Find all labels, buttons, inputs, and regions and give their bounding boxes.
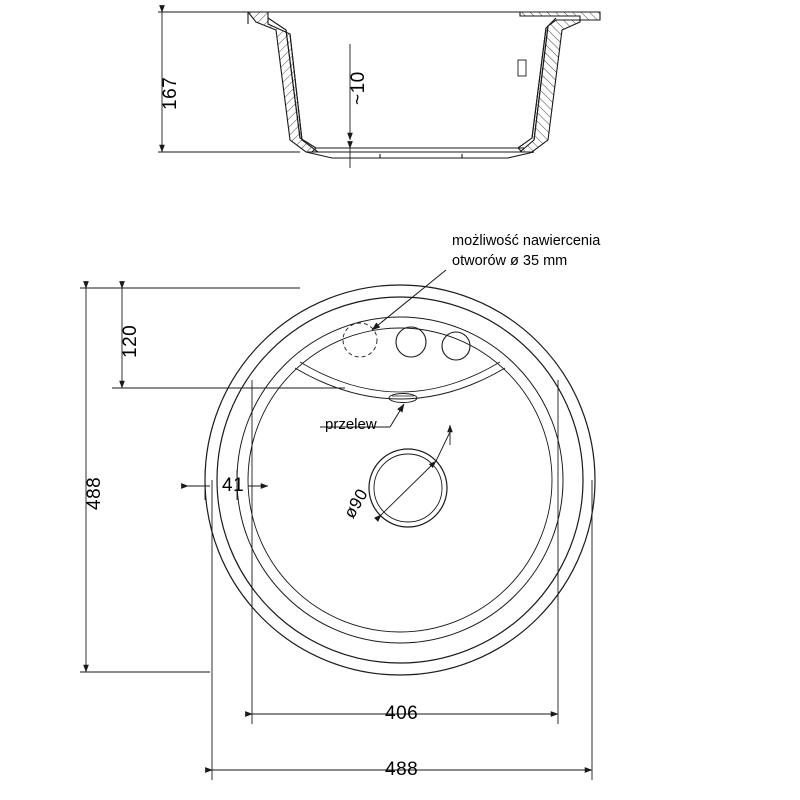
note-overflow: przelew [325,416,377,433]
dimension-label-10: ~10 [348,71,369,105]
section-view-geometry [248,12,600,158]
note-tap-holes-line2: otworów ø 35 mm [452,253,568,269]
top-view-geometry [205,285,595,675]
dimension-120 [112,288,345,388]
dimension-label-167: 167 [160,76,181,110]
dimension-label-488-horizontal: 488 [385,759,419,780]
note-tap-holes-line1: możliwość nawiercenia [452,233,601,249]
dimension-488-horizontal [212,480,592,780]
dimension-label-406: 406 [385,703,419,724]
section-dimension-10 [344,44,356,168]
dimension-label-488-vertical: 488 [84,476,105,510]
dimension-label-120: 120 [120,324,141,358]
dimension-label-41: 41 [222,475,245,496]
dimension-406 [252,380,558,724]
dimension-label-drain-90: ø90 [340,485,372,522]
